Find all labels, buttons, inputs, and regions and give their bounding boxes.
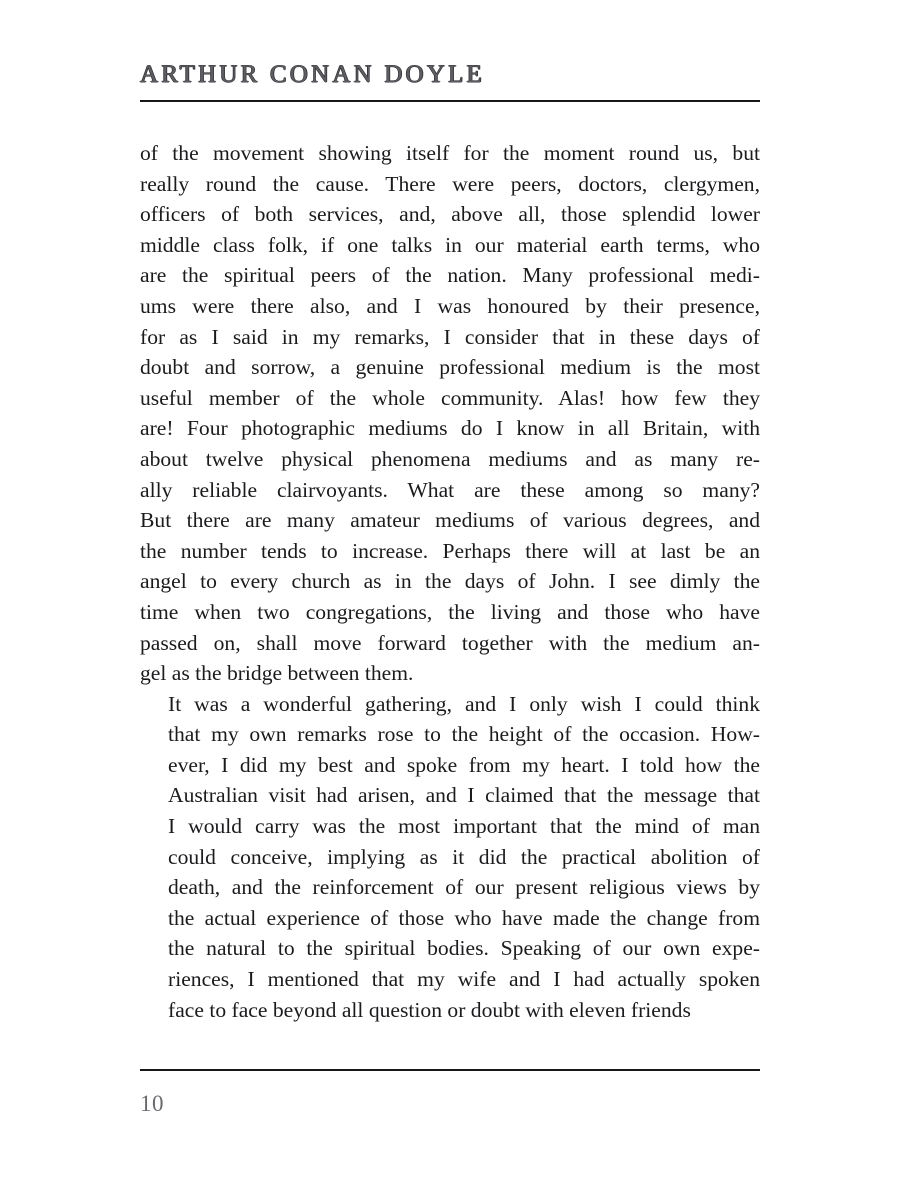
text-line: that my own remarks rose to the height of the occasion. How- xyxy=(168,722,760,747)
text-line: for as I said in my remarks, I consider that in these days of xyxy=(140,324,760,349)
text-line: ever, I did my best and spoke from my heart. I told how the xyxy=(168,752,760,777)
text-line: could conceive, implying as it did the practical abolition of xyxy=(168,844,760,869)
page-number: 10 xyxy=(140,1091,164,1116)
body-text xyxy=(140,138,760,1025)
footer-rule xyxy=(140,1069,760,1071)
text-line: middle class folk, if one talks in our material earth terms, who xyxy=(140,232,760,257)
text-line: ums were there also, and I was honoured by their presence, xyxy=(140,293,760,318)
text-line: really round the cause. There were peers, doctors, clergymen, xyxy=(140,171,760,196)
text-line: of the movement showing itself for the moment round us, but xyxy=(140,141,760,165)
text-line: time when two congregations, the living and those who have xyxy=(140,599,760,624)
text-line: the actual experience of those who have made the change from xyxy=(168,905,760,930)
running-head xyxy=(140,60,760,90)
text-line: death, and the reinforcement of our present religious views by xyxy=(168,875,760,900)
paragraph xyxy=(140,138,760,689)
text-line: the natural to the spiritual bodies. Speaking of our own expe- xyxy=(168,936,760,961)
text-line: face to face beyond all question or doubt with eleven friends xyxy=(168,997,691,1022)
text-line: the number tends to increase. Perhaps there will at last be an xyxy=(140,538,760,563)
text-line: I would carry was the most important that the mind of man xyxy=(168,814,760,839)
text-line: But there are many amateur mediums of various degrees, and xyxy=(140,508,760,533)
text-line: doubt and sorrow, a genuine professional medium is the most xyxy=(140,355,760,380)
text-line: ally reliable clairvoyants. What are these among so many? xyxy=(140,477,760,502)
text-line: useful member of the whole community. Alas! how few they xyxy=(140,385,760,410)
text-line: passed on, shall move forward together with the medium an- xyxy=(140,630,760,655)
text-line: It was a wonderful gathering, and I only wish I could think xyxy=(168,691,760,716)
text-line: are! Four photographic mediums do I know in all Britain, with xyxy=(140,416,760,441)
text-line: gel as the bridge between them. xyxy=(140,661,414,686)
text-line: about twelve physical phenomena mediums and as many re- xyxy=(140,446,760,471)
paragraph xyxy=(140,689,760,1026)
text-line: are the spiritual peers of the nation. Many professional medi- xyxy=(140,263,760,288)
text-line: angel to every church as in the days of John. I see dimly the xyxy=(140,569,760,594)
text-line: officers of both services, and, above all, those splendid lower xyxy=(140,202,760,227)
text-line: riences, I mentioned that my wife and I had actually spoken xyxy=(168,967,760,992)
text-line: Australian visit had arisen, and I claimed that the message that xyxy=(168,783,760,808)
header-rule xyxy=(140,100,760,102)
running-head-title: ARTHUR CONAN DOYLE xyxy=(140,61,485,88)
